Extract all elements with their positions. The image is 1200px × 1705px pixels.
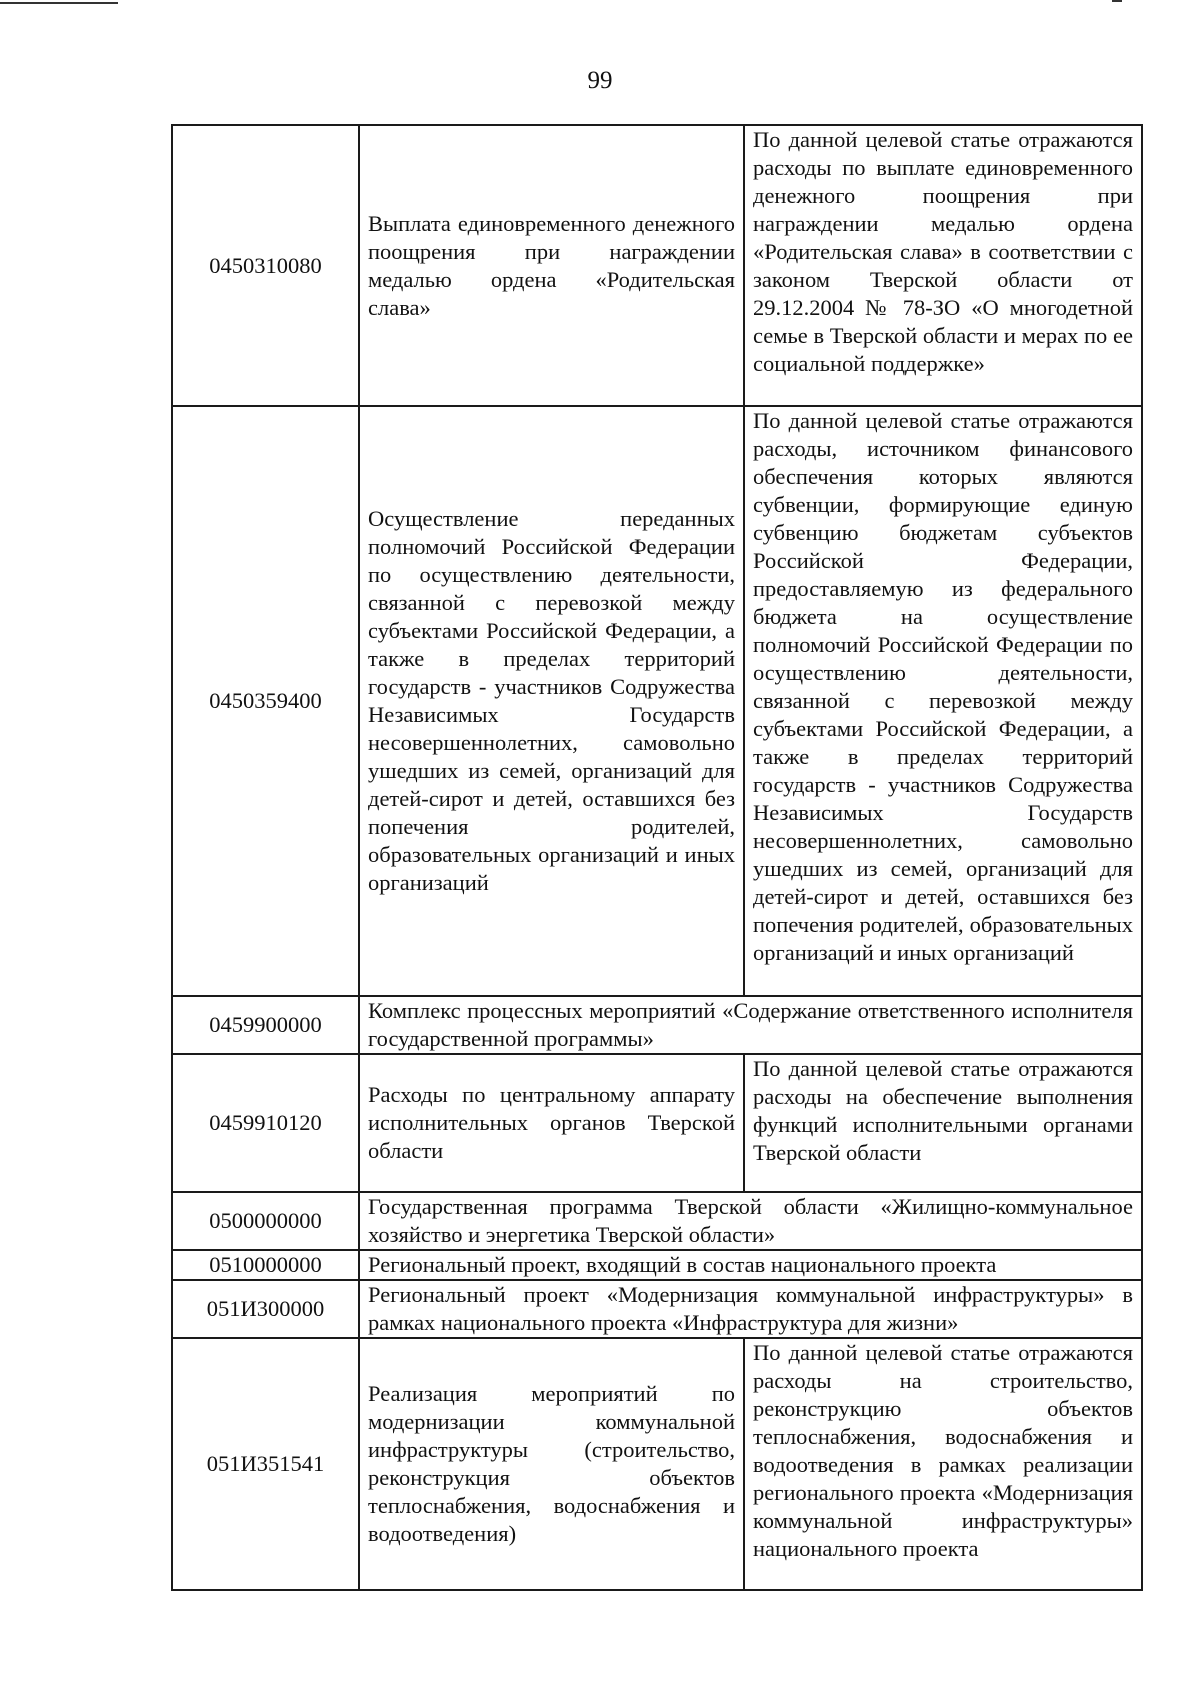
target-description: По данной целевой статье отражаются расходы, источником финансового обеспечения которых являются субвенции, формирующие единую субвенцию бюджетам субъектов Российской Федерации, предоставляемую из федерального бюджета на осуществление полномочий Российской Федерации по осуществлению деятельности, связанной с перевозкой между субъектами Российской Федерации, а также в пределах территорий государств - участников Содружества Независимых Государств несовершеннолетних, самовольно ушедших из семей, организаций для детей-сирот и детей, оставшихся без попечения родителей, образовательных организаций и иных организаций (744, 406, 1142, 996)
target-name: Осуществление переданных полномочий Российской Федерации по осуществлению деятельности, связанной с перевозкой между субъектами Российской Федерации, а также в пределах территорий государств - участников Содружества Независимых Государств несовершеннолетних, самовольно ушедших из семей, организаций для детей-сирот и детей, оставшихся без попечения родителей, образовательных организаций и иных организаций (359, 406, 744, 996)
page-number: 99 (587, 67, 613, 94)
target-name: Выплата единовременного денежного поощрения при награждении медалью ордена «Родительская слава» (359, 125, 744, 406)
target-name: Расходы по центральному аппарату исполнительных органов Тверской области (359, 1054, 744, 1192)
table-row (172, 1054, 1142, 1192)
table-row (172, 406, 1142, 996)
budget-classification-table (171, 124, 1143, 1591)
target-code: 051И300000 (172, 1280, 359, 1338)
target-merged-name: Региональный проект, входящий в состав национального проекта (359, 1250, 1142, 1280)
target-code: 0459900000 (172, 996, 359, 1054)
target-code: 0450359400 (172, 406, 359, 996)
target-merged-name: Государственная программа Тверской области «Жилищно-коммунальное хозяйство и энергетика Тверской области» (359, 1192, 1142, 1250)
table-row (172, 996, 1142, 1054)
target-description: По данной целевой статье отражаются расходы на строительство, реконструкцию объектов теплоснабжения, водоснабжения и водоотведения в рамках реализации регионального проекта «Модернизация коммунальной инфраструктуры» национального проекта (744, 1338, 1142, 1590)
target-description: По данной целевой статье отражаются расходы по выплате единовременного денежного поощрения при награждении медалью ордена «Родительская слава» в соответствии с законом Тверской области от 29.12.2004 № 78-ЗО «О многодетной семье в Тверской области и мерах по ее социальной поддержке» (744, 125, 1142, 406)
target-code: 0459910120 (172, 1054, 359, 1192)
table-row (172, 1250, 1142, 1280)
table-row (172, 1280, 1142, 1338)
target-code: 0450310080 (172, 125, 359, 406)
target-code: 0510000000 (172, 1250, 359, 1280)
table-row (172, 125, 1142, 406)
target-merged-name: Комплекс процессных мероприятий «Содержание ответственного исполнителя государственной программы» (359, 996, 1142, 1054)
scan-edge-line (0, 2, 118, 4)
table-row (172, 1338, 1142, 1590)
target-code: 0500000000 (172, 1192, 359, 1250)
target-description: По данной целевой статье отражаются расходы на обеспечение выполнения функций исполнительными органами Тверской области (744, 1054, 1142, 1192)
target-name: Реализация мероприятий по модернизации коммунальной инфраструктуры (строительство, реконструкция объектов теплоснабжения, водоснабжения и водоотведения) (359, 1338, 744, 1590)
scan-corner-mark (1112, 0, 1122, 8)
target-code: 051И351541 (172, 1338, 359, 1590)
table-row (172, 1192, 1142, 1250)
target-merged-name: Региональный проект «Модернизация коммунальной инфраструктуры» в рамках национального проекта «Инфраструктура для жизни» (359, 1280, 1142, 1338)
